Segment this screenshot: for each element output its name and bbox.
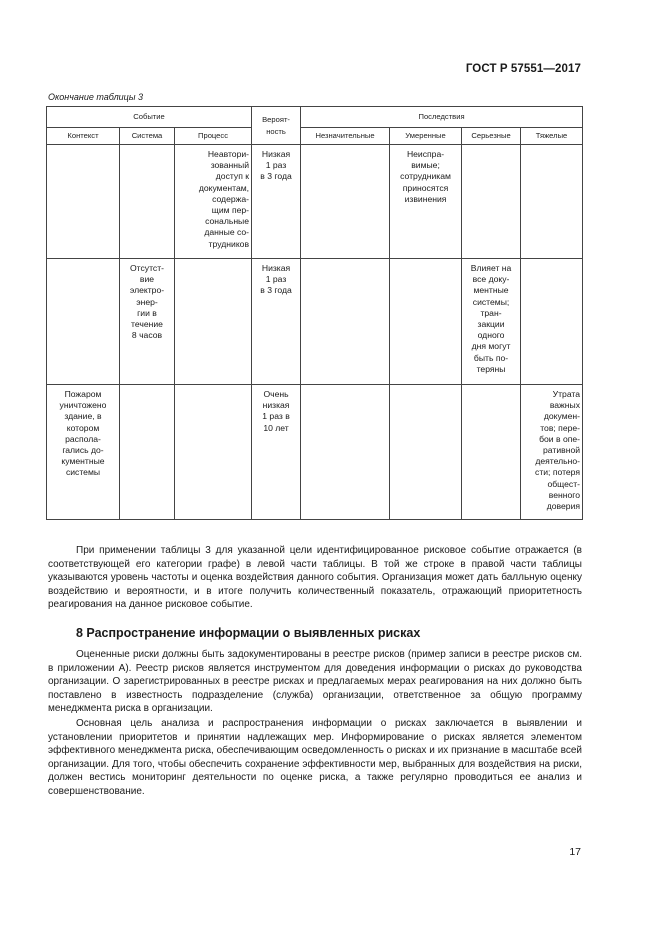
header-probability: Вероят- ность [252, 107, 301, 145]
table-row [47, 145, 583, 259]
table-caption: Окончание таблицы 3 [48, 92, 143, 102]
header-moderate: Умеренные [390, 128, 462, 145]
cell-moderate [390, 259, 462, 385]
header-severe: Тяжелые [521, 128, 583, 145]
header-minor: Незначительные [301, 128, 390, 145]
header-context: Контекст [47, 128, 120, 145]
cell-severe [521, 259, 583, 385]
section-title: 8 Распространение информации о выявленных рисках [76, 626, 421, 640]
header-serious: Серьезные [462, 128, 521, 145]
page-number: 17 [569, 846, 581, 858]
table-row [47, 385, 583, 520]
cell-system: Отсутст- вие электро- энер- гии в течение 8 часов [120, 259, 175, 385]
cell-probability: Низкая 1 раз в 3 года [252, 145, 301, 259]
cell-minor [301, 385, 390, 520]
cell-moderate [390, 385, 462, 520]
cell-serious [462, 145, 521, 259]
cell-severe: Утрата важных докумен- тов; пере- бои в опе- ративной деятельно- сти; потеря общест- венного доверия [521, 385, 583, 520]
cell-context: Пожаром уничтожено здание, в котором распола- гались до- кументные системы [47, 385, 120, 520]
cell-process [175, 385, 252, 520]
risk-table [46, 106, 583, 520]
cell-severe [521, 145, 583, 259]
cell-moderate: Неиспра- вимые; сотрудникам приносятся извинения [390, 145, 462, 259]
cell-minor [301, 145, 390, 259]
cell-serious: Влияет на все доку- ментные системы; тран- закции одного дня могут быть по- теряны [462, 259, 521, 385]
cell-process: Неавтори- зованный доступ к документам, содержа- щим пер- сональные данные со- трудников [175, 145, 252, 259]
header-system: Система [120, 128, 175, 145]
header-process: Процесс [175, 128, 252, 145]
cell-process [175, 259, 252, 385]
cell-context [47, 145, 120, 259]
cell-probability: Низкая 1 раз в 3 года [252, 259, 301, 385]
header-consequences: Последствия [301, 107, 583, 128]
paragraph-table-usage: При применении таблицы 3 для указанной цели идентифицированное рисковое событие отражается (в соответствующей его категории графе) в левой части таблицы. В той же строке в правой части таблицы указываются уровень частоты и оценка воздействия данного события. Организация может дать балльную оценку воздействию и вероятности, и в итоге получить количественный показатель, отражающий приоритетность реагирования на данное рисковое событие. [48, 545, 582, 611]
paragraph-risk-communication: Основная цель анализа и распространения информации о рисках заключается в выявлении и установлении приоритетов и принятии надлежащих мер. Информирование о рисках является элементом эффективного менеджмента риска, обеспечивающим осведомленность о рисках и их признание в масштабе всей организации. Для того, чтобы обеспечить сохранение эффективности мер, выбранных для воздействия на риски, должен вестись мониторинг деятельности по оценке риска, а также регулярно проводиться ее анализ и совершенствование. [48, 718, 582, 797]
cell-system [120, 145, 175, 259]
table-row [47, 259, 583, 385]
cell-serious [462, 385, 521, 520]
cell-minor [301, 259, 390, 385]
paragraph-risk-register: Оцененные риски должны быть задокументированы в реестре рисков (пример записи в реестре рисков см. в приложении А). Реестр рисков является инструментом для доведения информации о рисках до руководства организации. О зарегистрированных в реестре рисках и предлагаемых мерах реагирования на них должно быть поставлено в известность подразделение (служба) организации, ответственное за общую программу менеджмента риска в организации. [48, 649, 582, 715]
cell-probability: Очень низкая 1 раз в 10 лет [252, 385, 301, 520]
cell-context [47, 259, 120, 385]
cell-system [120, 385, 175, 520]
document-code: ГОСТ Р 57551—2017 [465, 63, 581, 75]
header-event: Событие [47, 107, 252, 128]
